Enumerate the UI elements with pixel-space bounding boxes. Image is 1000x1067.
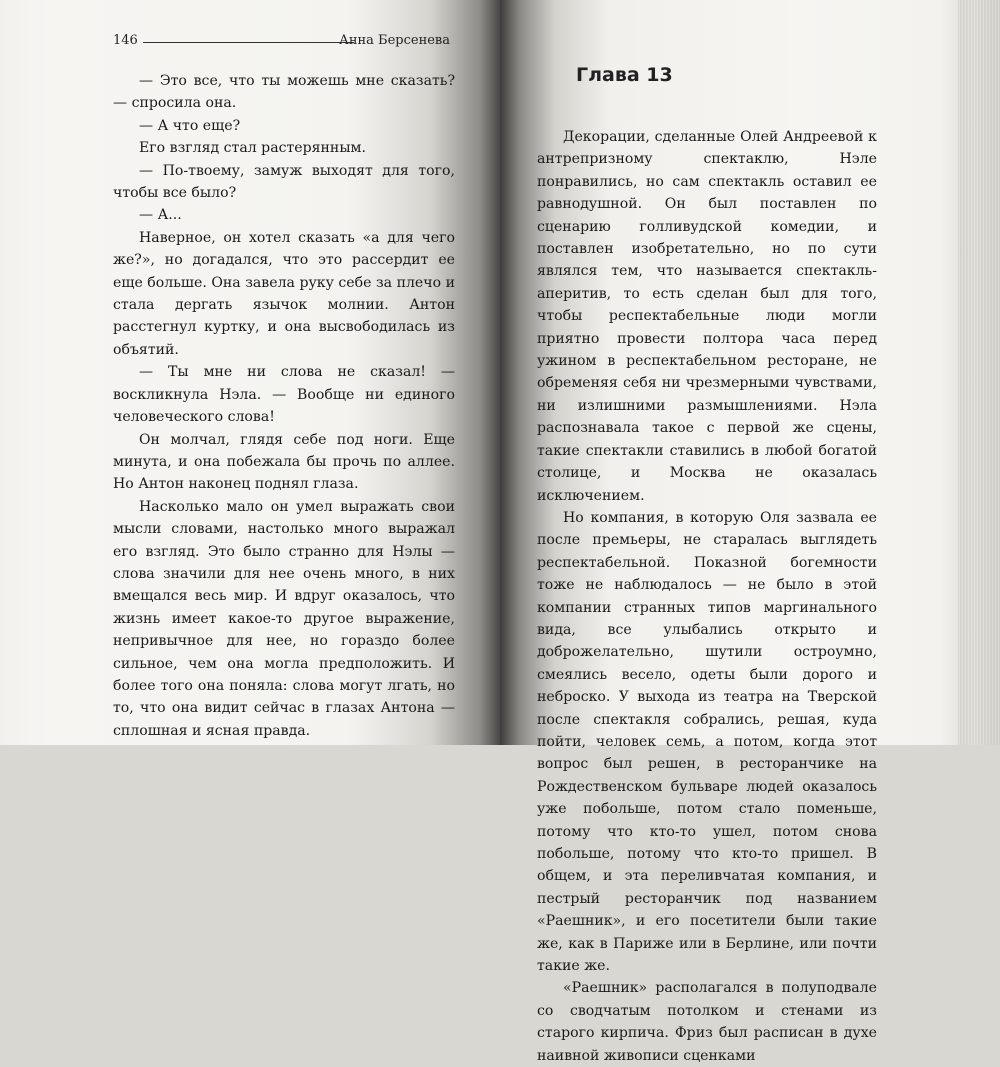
paragraph: — А что еще? xyxy=(139,117,241,134)
paragraph: — Это все, что ты можешь мне сказать? — спросила она. xyxy=(113,73,455,112)
paragraph: — По-твоему, замуж выходят для того, чтобы все было? xyxy=(113,162,455,202)
paragraph: Он молчал, глядя себе под ноги. Еще минута, и она побежала бы прочь по аллее. Но Антон наконец поднял глаза. xyxy=(113,431,455,493)
paragraph: «Раешник» располагался в полуподвале со сводчатым потолком и стенами из старого кирпича. Фриз был расписан в духе наивной живописи сценками xyxy=(537,980,877,1064)
right-page-text xyxy=(537,126,877,1067)
running-head xyxy=(113,33,450,53)
page-edges xyxy=(958,0,1000,745)
paragraph: — Ты мне ни слова не сказал! — воскликнула Нэла. — Вообще ни единого человеческого слова! xyxy=(113,364,455,426)
page-number: 146 xyxy=(113,33,138,48)
left-page xyxy=(0,0,500,745)
left-page-text xyxy=(113,70,455,742)
paragraph: Но компания, в которую Оля зазвала ее после премьеры, не старалась выглядеть респектабельной. Показной богемности тоже не наблюдалось — не было в этой компании странных типов маргинального вида, все улыбались открыто и доброжелательно, шутили остроумно, смеялись весело, одеты были дорого и неброско. У выхода из театра на Тверской после спектакля собрались, решая, куда пойти, человек семь, а потом, когда этот вопрос был решен, в ресторанчике на Рождественском бульваре людей оказалось уже побольше, потом стало поменьше, потому что кто-то ушел, потом снова побольше, потому что кто-то пришел. В общем, и эта переливчатая компания, и пестрый ресторанчик под названием «Раешник», и его посетители были такие же, как в Париже или в Берлине, или почти такие же. xyxy=(537,509,877,975)
paragraph: Наверное, он хотел сказать «а для чего же?», но догадался, что это рассердит ее еще больше. Она завела руку себе за плечо и стала дергать язычок молнии. Антон расстегнул куртку, и она высвободилась из объятий. xyxy=(113,229,455,358)
header-rule xyxy=(143,42,354,43)
chapter-title: Глава 13 xyxy=(576,64,673,86)
author-name: Анна Берсенева xyxy=(338,33,450,48)
paragraph: — А... xyxy=(139,207,182,224)
paragraph: Декорации, сделанные Олей Андреевой к антрепризному спектаклю, Нэле понравились, но сам спектакль оставил ее равнодушной. Он был поставлен по сценарию голливудской комедии, и поставлен изобретательно, но по сути являлся тем, что называется спектакль-аперитив, то есть сделан был для того, чтобы респектабельные люди могли приятно провести полтора часа перед ужином в респектабельном ресторане, не обременяя себя ни чрезмерными чувствами, ни излишними размышлениями. Нэла распознавала такое с первой же сцены, такие спектакли ставились в любой богатой столице, и Москва не оказалась исключением. xyxy=(537,129,877,504)
paragraph: Насколько мало он умел выражать свои мысли словами, настолько много выражал его взгляд. Это было странно для Нэлы — слова значили для нее очень много, в них вмещался весь мир. И вдруг оказалось, что жизнь имеет какое-то другое выражение, непривычное для нее, но гораздо более сильное, чем она могла предположить. И более того она поняла: слова могут лгать, но то, что она видит сейчас в глазах Антона — сплошная и ясная правда. xyxy=(113,498,455,739)
paragraph: Его взгляд стал растерянным. xyxy=(139,140,366,157)
